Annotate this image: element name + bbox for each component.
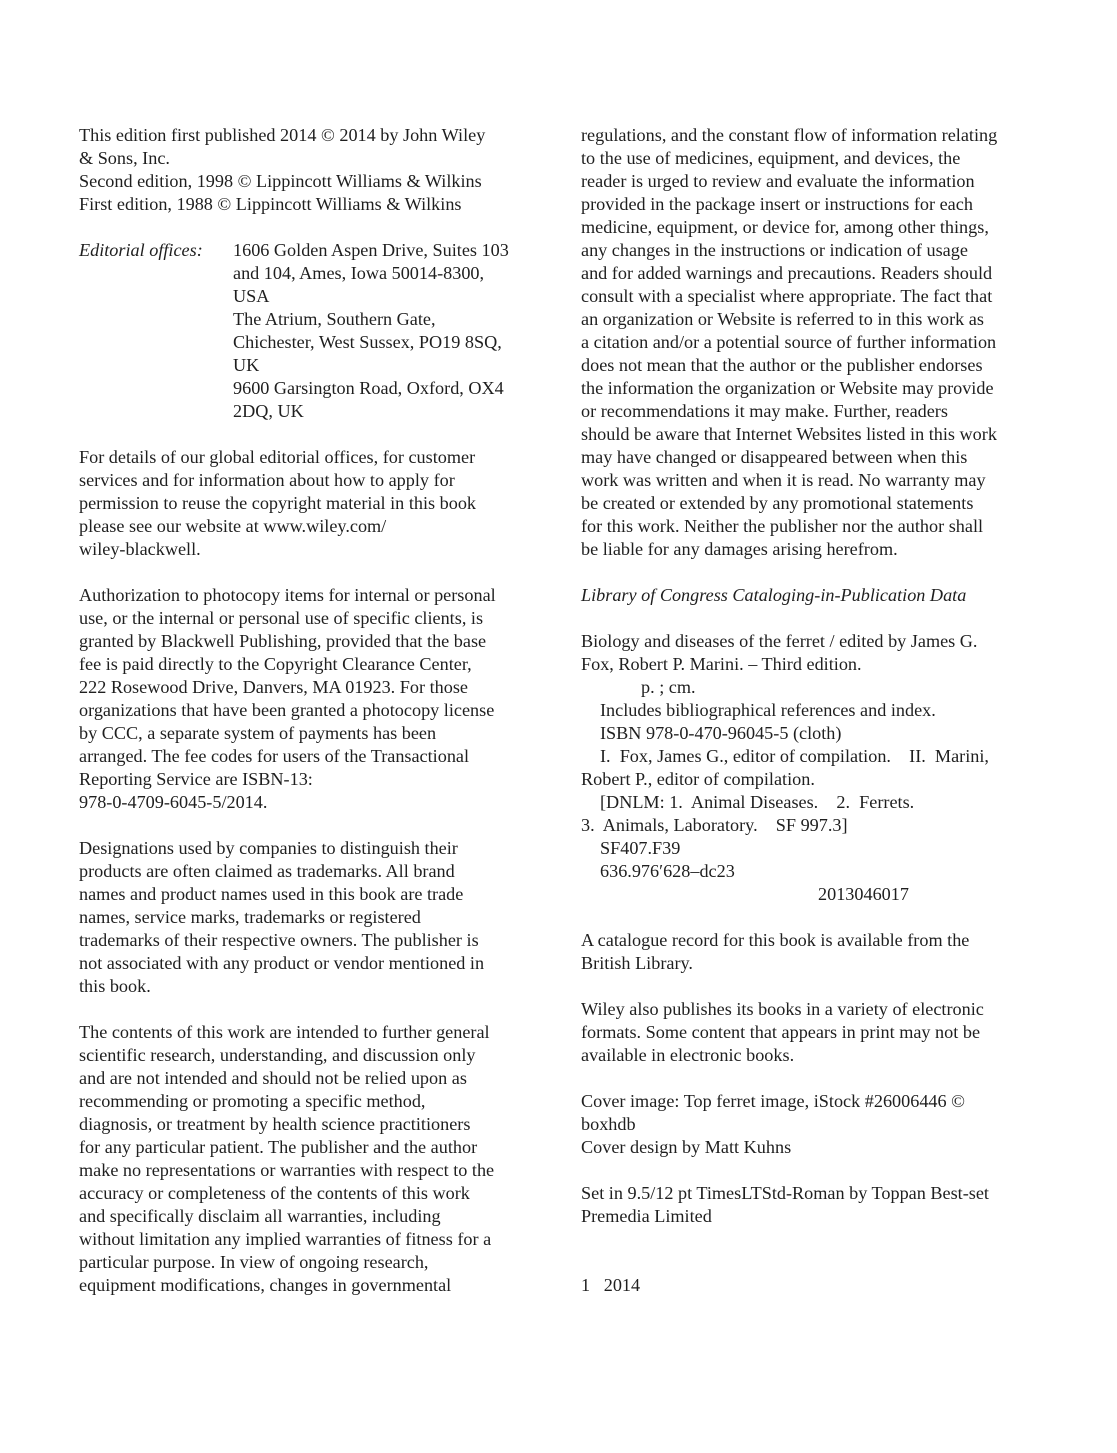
edition-notice bbox=[79, 124, 549, 216]
paragraph-line: may have changed or disappeared between when this bbox=[581, 447, 968, 467]
paragraph-line: For details of our global editorial offices, for customer bbox=[79, 447, 476, 467]
designations-paragraph bbox=[79, 837, 549, 998]
paragraph-line: regulations, and the constant flow of information relating bbox=[581, 125, 998, 145]
address-line: and 104, Ames, Iowa 50014-8300, bbox=[233, 263, 485, 283]
spacer bbox=[581, 561, 1051, 584]
editorial-row bbox=[79, 285, 549, 308]
paragraph-line: boxhdb bbox=[581, 1114, 636, 1134]
edition-line: & Sons, Inc. bbox=[79, 148, 170, 168]
paragraph-line: by CCC, a separate system of payments has been bbox=[79, 723, 437, 743]
paragraph-line: should be aware that Internet Websites listed in this work bbox=[581, 424, 997, 444]
printing-line: 1 2014 bbox=[581, 1275, 641, 1295]
spacer bbox=[79, 561, 549, 584]
paragraph-line: consult with a specialist where appropriate. The fact that bbox=[581, 286, 993, 306]
spacer bbox=[581, 1251, 1051, 1274]
editorial-row bbox=[79, 400, 549, 423]
paragraph-line: this book. bbox=[79, 976, 151, 996]
cip-dewey: 636.976′628–dc23 bbox=[600, 861, 735, 881]
paragraph-line: trademarks of their respective owners. The publisher is bbox=[79, 930, 479, 950]
paragraph-line: use, or the internal or personal use of specific clients, is bbox=[79, 608, 484, 628]
cip-isbn: ISBN 978-0-470-96045-5 (cloth) bbox=[600, 723, 842, 743]
spacer bbox=[79, 423, 549, 446]
paragraph-line: The contents of this work are intended to further general bbox=[79, 1022, 490, 1042]
spacer bbox=[581, 1159, 1051, 1182]
paragraph-line: not associated with any product or vendor mentioned in bbox=[79, 953, 485, 973]
paragraph-line: and are not intended and should not be relied upon as bbox=[79, 1068, 467, 1088]
paragraph-line: to the use of medicines, equipment, and devices, the bbox=[581, 148, 961, 168]
spacer bbox=[581, 975, 1051, 998]
paragraph-line: products are often claimed as trademarks. All brand bbox=[79, 861, 455, 881]
paragraph-line: a citation and/or a potential source of further information bbox=[581, 332, 997, 352]
edition-line: This edition first published 2014 © 2014 by John Wiley bbox=[79, 125, 486, 145]
spacer bbox=[79, 216, 549, 239]
editorial-offices-label: Editorial offices: bbox=[79, 240, 203, 260]
paragraph-line: accuracy or completeness of the contents of this work bbox=[79, 1183, 470, 1203]
paragraph-line: services and for information about how to apply for bbox=[79, 470, 455, 490]
paragraph-line: Set in 9.5/12 pt TimesLTStd-Roman by Toppan Best-set bbox=[581, 1183, 989, 1203]
cip-heading: Library of Congress Cataloging-in-Publication Data bbox=[581, 585, 967, 605]
paragraph-line: an organization or Website is referred to in this work as bbox=[581, 309, 984, 329]
address-line: 2DQ, UK bbox=[233, 401, 304, 421]
paragraph-line: without limitation any implied warranties of fitness for a bbox=[79, 1229, 492, 1249]
cip-pages: p. ; cm. bbox=[641, 677, 696, 697]
cip-call-number: SF407.F39 bbox=[600, 838, 681, 858]
paragraph-line: formats. Some content that appears in print may not be bbox=[581, 1022, 981, 1042]
paragraph-line: make no representations or warranties with respect to the bbox=[79, 1160, 495, 1180]
spacer bbox=[581, 1228, 1051, 1251]
paragraph-line: provided in the package insert or instructions for each bbox=[581, 194, 973, 214]
paragraph-line: Authorization to photocopy items for internal or personal bbox=[79, 585, 496, 605]
cip-title-line: Fox, Robert P. Marini. – Third edition. bbox=[581, 654, 862, 674]
address-line: UK bbox=[233, 355, 260, 375]
paragraph-line: any changes in the instructions or indication of usage bbox=[581, 240, 968, 260]
cip-dnlm-line: [DNLM: 1. Animal Diseases. 2. Ferrets. bbox=[600, 792, 915, 812]
paragraph-line: does not mean that the author or the publisher endorses bbox=[581, 355, 983, 375]
paragraph-line: recommending or promoting a specific method, bbox=[79, 1091, 426, 1111]
paragraph-line: for any particular patient. The publisher and the author bbox=[79, 1137, 478, 1157]
editorial-row bbox=[79, 377, 549, 400]
paragraph-line: for this work. Neither the publisher nor the author shall bbox=[581, 516, 984, 536]
disclaimer-continuation bbox=[581, 124, 1051, 561]
address-line: USA bbox=[233, 286, 270, 306]
paragraph-line: Cover design by Matt Kuhns bbox=[581, 1137, 792, 1157]
address-line: 9600 Garsington Road, Oxford, OX4 bbox=[233, 378, 504, 398]
paragraph-line: and for added warnings and precautions. Readers should bbox=[581, 263, 993, 283]
editorial-row bbox=[79, 262, 549, 285]
paragraph-line: names, service marks, trademarks or registered bbox=[79, 907, 421, 927]
paragraph-line: or recommendations it may make. Further, readers bbox=[581, 401, 948, 421]
address-line: Chichester, West Sussex, PO19 8SQ, bbox=[233, 332, 502, 352]
paragraph-line: Cover image: Top ferret image, iStock #26006446 © bbox=[581, 1091, 965, 1111]
paragraph-line: permission to reuse the copyright material in this book bbox=[79, 493, 477, 513]
typesetting-credit bbox=[581, 1182, 1051, 1228]
paragraph-line: Premedia Limited bbox=[581, 1206, 712, 1226]
catalogue-paragraph bbox=[581, 929, 1051, 975]
paragraph-line: 978-0-4709-6045-5/2014. bbox=[79, 792, 268, 812]
paragraph-line: work was written and when it is read. No warranty may bbox=[581, 470, 986, 490]
edition-line: First edition, 1988 © Lippincott Williams & Wilkins bbox=[79, 194, 462, 214]
address-line: The Atrium, Southern Gate, bbox=[233, 309, 436, 329]
paragraph-line: scientific research, understanding, and discussion only bbox=[79, 1045, 476, 1065]
paragraph-line: fee is paid directly to the Copyright Clearance Center, bbox=[79, 654, 472, 674]
paragraph-line: Designations used by companies to distinguish their bbox=[79, 838, 458, 858]
disclaimer-paragraph bbox=[79, 1021, 549, 1297]
paragraph-line: be liable for any damages arising herefrom. bbox=[581, 539, 898, 559]
editorial-row bbox=[79, 239, 549, 262]
paragraph-line: available in electronic books. bbox=[581, 1045, 795, 1065]
cip-subjects-line: I. Fox, James G., editor of compilation. II. Marini, bbox=[600, 746, 989, 766]
editorial-row bbox=[79, 331, 549, 354]
spacer bbox=[581, 607, 1051, 630]
paragraph-line: A catalogue record for this book is available from the bbox=[581, 930, 970, 950]
paragraph-line: granted by Blackwell Publishing, provided that the base bbox=[79, 631, 487, 651]
paragraph-line: please see our website at www.wiley.com/ bbox=[79, 516, 387, 536]
paragraph-line: equipment modifications, changes in governmental bbox=[79, 1275, 452, 1295]
left-column bbox=[79, 124, 549, 1297]
address-line: 1606 Golden Aspen Drive, Suites 103 bbox=[233, 240, 509, 260]
paragraph-line: organizations that have been granted a photocopy license bbox=[79, 700, 495, 720]
paragraph-line: names and product names used in this book are trade bbox=[79, 884, 464, 904]
spacer bbox=[79, 814, 549, 837]
paragraph-line: the information the organization or Website may provide bbox=[581, 378, 994, 398]
paragraph-line: arranged. The fee codes for users of the Transactional bbox=[79, 746, 470, 766]
cip-record bbox=[581, 630, 1051, 906]
paragraph-line: diagnosis, or treatment by health science practitioners bbox=[79, 1114, 471, 1134]
paragraph-line: reader is urged to review and evaluate the information bbox=[581, 171, 975, 191]
editorial-offices bbox=[79, 239, 549, 423]
paragraph-line: be created or extended by any promotional statements bbox=[581, 493, 974, 513]
cip-title-line: Biology and diseases of the ferret / edited by James G. bbox=[581, 631, 978, 651]
spacer bbox=[581, 1067, 1051, 1090]
cover-credits bbox=[581, 1090, 1051, 1159]
authorization-paragraph bbox=[79, 584, 549, 814]
paragraph-line: Reporting Service are ISBN-13: bbox=[79, 769, 313, 789]
paragraph-line: particular purpose. In view of ongoing research, bbox=[79, 1252, 429, 1272]
cip-includes: Includes bibliographical references and index. bbox=[600, 700, 936, 720]
cip-subjects-line: Robert P., editor of compilation. bbox=[581, 769, 815, 789]
paragraph-line: medicine, equipment, or device for, among other things, bbox=[581, 217, 989, 237]
paragraph-line: 222 Rosewood Drive, Danvers, MA 01923. For those bbox=[79, 677, 468, 697]
editorial-row bbox=[79, 354, 549, 377]
cip-lccn: 2013046017 bbox=[818, 884, 909, 904]
electronic-formats-paragraph bbox=[581, 998, 1051, 1067]
right-column bbox=[581, 124, 1051, 1297]
edition-line: Second edition, 1998 © Lippincott Williams & Wilkins bbox=[79, 171, 482, 191]
editorial-row bbox=[79, 308, 549, 331]
spacer bbox=[581, 906, 1051, 929]
paragraph-line: Wiley also publishes its books in a variety of electronic bbox=[581, 999, 984, 1019]
details-paragraph bbox=[79, 446, 549, 561]
paragraph-line: and specifically disclaim all warranties, including bbox=[79, 1206, 441, 1226]
paragraph-line: British Library. bbox=[581, 953, 693, 973]
paragraph-line: wiley-blackwell. bbox=[79, 539, 201, 559]
cip-dnlm-line: 3. Animals, Laboratory. SF 997.3] bbox=[581, 815, 848, 835]
spacer bbox=[79, 998, 549, 1021]
